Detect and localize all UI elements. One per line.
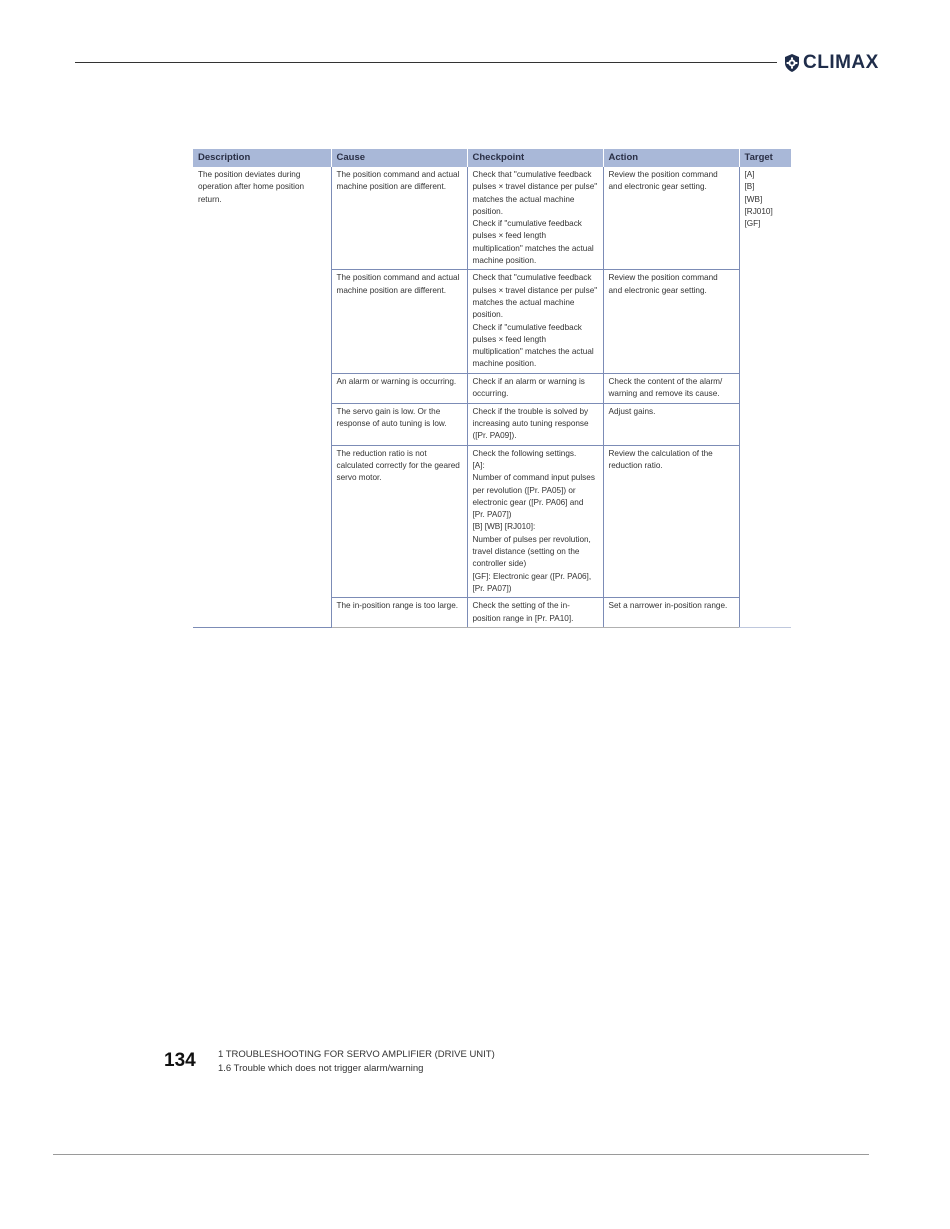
action-cell [603,403,739,445]
cause-text: machine position are different. [336,285,447,295]
checkpoint-cell [467,167,603,270]
checkpoint-text: controller side) [472,559,527,569]
chapter-title: 1 TROUBLESHOOTING FOR SERVO AMPLIFIER (DRIVE UNIT) [218,1049,495,1060]
shield-gear-icon [784,54,800,72]
checkpoint-text: machine position. [472,256,537,266]
cause-text: The in-position range is too large. [336,601,459,611]
description-text: The position deviates during [198,170,301,179]
description-text: return. [198,194,222,204]
checkpoint-cell [467,598,603,628]
cause-cell [331,167,467,270]
header-rule [75,62,777,63]
checkpoint-text: [GF]: Electronic gear ([Pr. PA06], [472,571,592,581]
action-text: warning and remove its cause. [608,389,720,399]
checkpoint-text: Check that "cumulative feedback [472,273,592,283]
checkpoint-text: position. [472,206,503,216]
checkpoint-text: Check if "cumulative feedback [472,219,582,229]
header-target: Target [739,149,791,167]
action-cell [603,373,739,403]
cause-cell [331,270,467,373]
action-text: reduction ratio. [608,460,663,470]
checkpoint-text: Check if the trouble is solved by [472,406,589,416]
cause-text: servo motor. [336,473,382,483]
cause-text: The servo gain is low. Or the [336,406,441,416]
description-text: operation after home position [198,182,305,192]
action-text: and electronic gear setting. [608,285,707,295]
checkpoint-text: multiplication" matches the actual [472,243,594,253]
checkpoint-cell [467,445,603,598]
checkpoint-text: pulses × travel distance per pulse" [472,285,598,295]
header-action: Action [603,149,739,167]
action-text: Check the content of the alarm/ [608,376,723,386]
cause-text: response of auto tuning is low. [336,419,447,429]
action-text: Review the calculation of the [608,448,713,458]
cause-cell [331,403,467,445]
cause-text: The position command and actual [336,170,460,179]
cause-text: calculated correctly for the geared [336,460,460,470]
checkpoint-text: Check the setting of the in- [472,601,570,611]
checkpoint-text: pulses × feed length [472,334,547,344]
checkpoint-text: electronic gear ([Pr. PA06] and [472,497,584,507]
checkpoint-text: Check if an alarm or warning is [472,376,585,386]
table-header-row [193,149,791,167]
checkpoint-text: Check the following settings. [472,448,577,458]
cause-cell [331,445,467,598]
section-title: 1.6 Trouble which does not trigger alarm/warning [218,1063,424,1074]
checkpoint-text: [Pr. PA07]) [472,510,512,520]
target-text: [WB] [744,194,763,204]
cause-text: The position command and actual [336,273,460,283]
cause-cell [331,373,467,403]
checkpoint-text: Number of pulses per revolution, [472,534,591,544]
checkpoint-text: matches the actual machine [472,297,575,307]
checkpoint-text: [Pr. PA07]) [472,583,512,593]
checkpoint-text: matches the actual machine [472,194,575,204]
checkpoint-cell [467,270,603,373]
checkpoint-text: machine position. [472,359,537,369]
checkpoint-text: [B] [WB] [RJ010]: [472,522,536,532]
action-text: Review the position command [608,170,718,179]
action-text: and electronic gear setting. [608,182,707,192]
checkpoint-text: [A]: [472,460,485,470]
brand-logo [784,53,879,72]
cause-cell [331,598,467,628]
action-cell [603,445,739,598]
checkpoint-cell [467,403,603,445]
target-text: [RJ010] [744,206,773,216]
checkpoint-text: multiplication" matches the actual [472,347,594,357]
checkpoint-text: occurring. [472,389,509,399]
checkpoint-text: pulses × feed length [472,231,547,241]
footer-rule [53,1154,869,1155]
checkpoint-text: Number of command input pulses [472,473,595,483]
cause-text: machine position are different. [336,182,447,192]
target-cell [739,167,791,627]
header-cause: Cause [331,149,467,167]
action-cell [603,167,739,270]
cause-text: The reduction ratio is not [336,448,427,458]
action-text: Review the position command [608,273,718,283]
checkpoint-text: per revolution ([Pr. PA05]) or [472,485,576,495]
checkpoint-text: position range in [Pr. PA10]. [472,613,574,623]
brand-name: CLIMAX [803,52,879,73]
target-text: [B] [744,182,755,192]
header-description: Description [193,149,331,167]
checkpoint-text: travel distance (setting on the [472,547,580,557]
description-cell [193,167,331,627]
checkpoint-text: position. [472,310,503,320]
action-cell [603,598,739,628]
header-checkpoint: Checkpoint [467,149,603,167]
action-cell [603,270,739,373]
target-text: [GF] [744,219,761,229]
table-row [193,167,791,270]
checkpoint-text: Check that "cumulative feedback [472,170,592,179]
troubleshooting-table [193,149,791,628]
checkpoint-text: ([Pr. PA09]). [472,431,517,441]
checkpoint-cell [467,373,603,403]
action-text: Adjust gains. [608,406,656,416]
action-text: Set a narrower in-position range. [608,601,728,611]
cause-text: An alarm or warning is occurring. [336,376,457,386]
page-number: 134 [164,1050,196,1071]
checkpoint-text: increasing auto tuning response [472,419,589,429]
target-text: [A] [744,170,755,179]
checkpoint-text: pulses × travel distance per pulse" [472,182,598,192]
checkpoint-text: Check if "cumulative feedback [472,322,582,332]
